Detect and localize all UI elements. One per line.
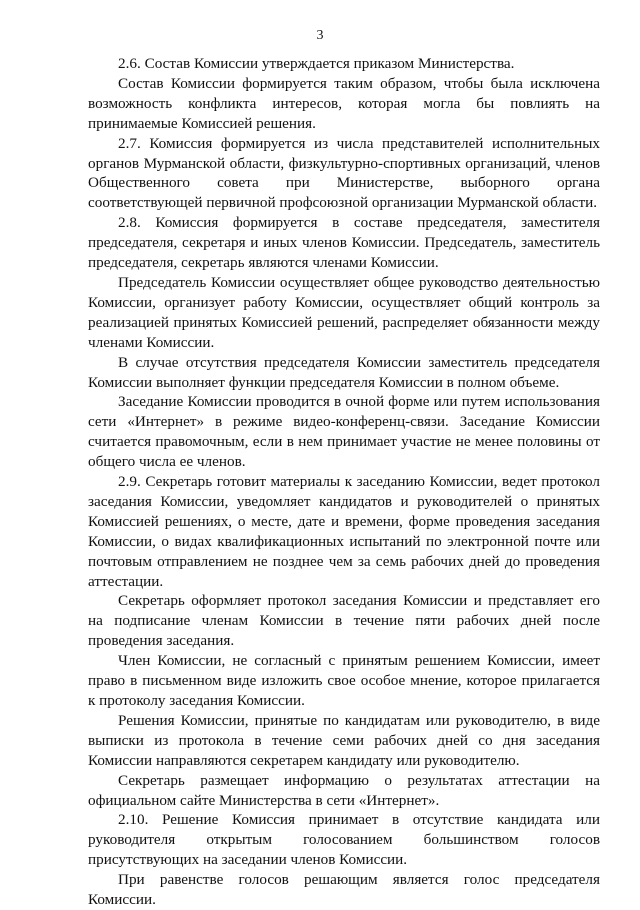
paragraph-2-8: 2.8. Комиссия формируется в составе председателя, заместителя председателя, секретаря и иных членов Комиссии. Председатель, заместитель председателя, секретарь являются членами Комиссии.	[88, 214, 600, 272]
paragraph-deputy-chairman: В случае отсутствия председателя Комиссии заместитель председателя Комиссии выполняет функции председателя Комиссии в полном объеме.	[88, 353, 600, 391]
paragraph-chairman-duties: Председатель Комиссии осуществляет общее руководство деятельностью Комиссии, организует работу Комиссии, осуществляет общий контроль за реализацией принятых Комиссией решений, распределяет обязанности между членами Комиссии.	[88, 273, 600, 351]
paragraph-protocol: Секретарь оформляет протокол заседания Комиссии и представляет его на подписание членам Комиссии в течение пяти рабочих дней после проведения заседания.	[88, 592, 600, 650]
paragraph-2-9: 2.9. Секретарь готовит материалы к заседанию Комиссии, ведет протокол заседания Комиссии, уведомляет кандидатов и руководителей о принятых Комиссией решениях, о месте, дате и времени, форме проведения заседания Комиссии, о видах квалификационных испытаний по электронной почте или почтовым отправлением не позднее чем за семь рабочих дней до проведения аттестации.	[88, 473, 600, 590]
paragraph-2-7: 2.7. Комиссия формируется из числа представителей исполнительных органов Мурманской области, физкультурно-спортивных организаций, членов Общественного совета при Министерстве, выборного органа соответствующей первичной профсоюзной организации Мурманской области.	[88, 134, 600, 212]
document-body	[88, 54, 600, 910]
paragraph-2-10: 2.10. Решение Комиссия принимает в отсутствие кандидата или руководителя открытым голосованием большинством голосов присутствующих на заседании членов Комиссии.	[88, 811, 600, 869]
page-number: 3	[316, 28, 324, 43]
paragraph-publication: Секретарь размещает информацию о результатах аттестации на официальном сайте Министерства в сети «Интернет».	[88, 771, 600, 809]
paragraph-decisions: Решения Комиссии, принятые по кандидатам или руководителю, в виде выписки из протокола в течение семи рабочих дней со дня заседания Комиссии направляются секретарем кандидату или руководителю.	[88, 711, 600, 769]
paragraph-dissenting-opinion: Член Комиссии, не согласный с принятым решением Комиссии, имеет право в письменном виде изложить свое особое мнение, которое прилагается к протоколу заседания Комиссии.	[88, 652, 600, 709]
paragraph-2-6: 2.6. Состав Комиссии утверждается приказом Министерства.	[118, 55, 515, 72]
paragraph-composition: Состав Комиссии формируется таким образом, чтобы была исключена возможность конфликта интересов, которая могла бы повлиять на принимаемые Комиссией решения.	[88, 74, 600, 132]
paragraph-meeting-format: Заседание Комиссии проводится в очной форме или путем использования сети «Интернет» в режиме видео-конференц-связи. Заседание Комиссии считается правомочным, если в нем принимает участие не менее половины от общего числа ее членов.	[88, 393, 600, 471]
paragraph-tie-vote: При равенстве голосов решающим является голос председателя Комиссии.	[88, 871, 600, 909]
